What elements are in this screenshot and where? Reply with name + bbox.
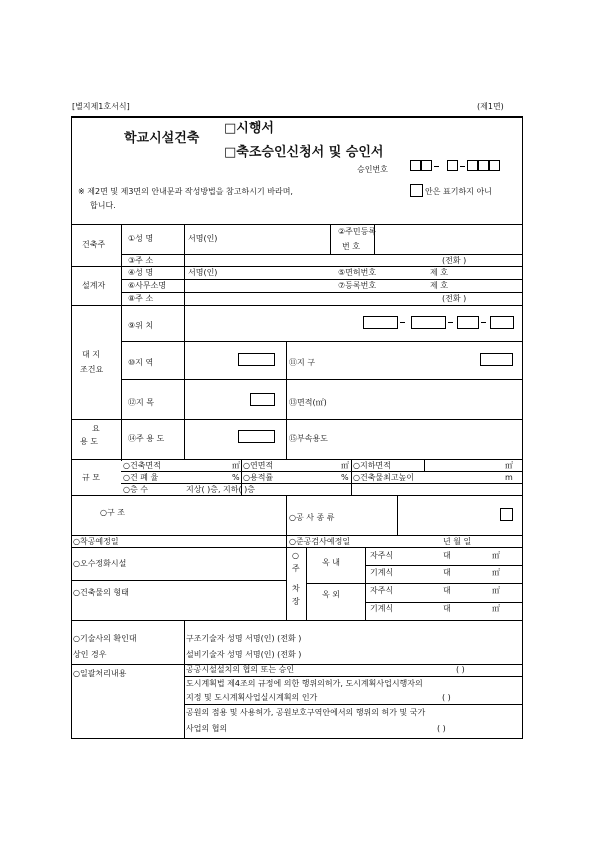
batch-label: ○일괄처리내용 bbox=[73, 669, 127, 678]
parking-label-3: 차 bbox=[292, 584, 300, 593]
engineer-label-2: 상인 경우 bbox=[73, 650, 107, 659]
indoor-self-m2: ㎡ bbox=[492, 551, 500, 560]
title-option-enforcement: □시행서 bbox=[224, 121, 274, 136]
batch-item-2: 도시계획법 제4조의 규정에 의한 행위의허가, 도시계획사업시행자의 bbox=[186, 679, 423, 688]
floors-label: ○층 수 bbox=[123, 485, 148, 494]
land-category-label: ⑫지 목 bbox=[128, 398, 154, 407]
outdoor-self-m2: ㎡ bbox=[492, 586, 500, 595]
work-type-checkbox[interactable] bbox=[500, 508, 513, 521]
form-title: 학교시설건축 bbox=[124, 131, 200, 146]
indoor-self-unit: 대 bbox=[443, 551, 451, 560]
coverage-ratio-label: ○건 폐 율 bbox=[123, 473, 159, 482]
indoor-label: 옥 내 bbox=[322, 558, 340, 567]
approval-box-2[interactable] bbox=[421, 160, 432, 171]
approval-box-5[interactable] bbox=[478, 160, 489, 171]
form-frame bbox=[71, 116, 523, 739]
outdoor-self-label: 자주식 bbox=[370, 586, 394, 595]
subsidiary-use-label: ⑮부속용도 bbox=[289, 434, 328, 443]
designer-signature: 서명(인) bbox=[188, 268, 218, 277]
parking-label-2: 주 bbox=[292, 564, 300, 573]
registration-number-value: 제 호 bbox=[430, 281, 448, 290]
total-floor-area-label: ○연면적 bbox=[243, 461, 274, 470]
registration-number-label: ⑦등록번호 bbox=[338, 281, 377, 290]
batch-item-5-check: ( ) bbox=[437, 724, 446, 733]
area-label: ⑬면적(㎡) bbox=[289, 398, 327, 407]
approval-box-6[interactable] bbox=[489, 160, 500, 171]
batch-item-3: 지정 및 도시계획사업실시계획의 인가 bbox=[186, 693, 318, 702]
outdoor-mech-label: 기계식 bbox=[370, 604, 394, 613]
sewage-label: ○오수정화시설 bbox=[73, 559, 127, 568]
designer-name-label: ④성 명 bbox=[128, 268, 154, 277]
district-label: ⑪지 구 bbox=[289, 358, 315, 367]
use-label-2: 용 도 bbox=[80, 437, 98, 446]
approval-number-label: 승인번호 bbox=[357, 165, 388, 174]
parking-label-1: ○ bbox=[292, 551, 299, 560]
scale-label: 규 모 bbox=[82, 473, 100, 482]
outdoor-label: 옥 외 bbox=[322, 590, 340, 599]
floors-value: 지상( )층, 지하( )층 bbox=[186, 485, 256, 494]
unit-pct-2: % bbox=[341, 473, 349, 482]
license-number-value: 제 호 bbox=[430, 268, 448, 277]
owner-address-label: ③주 소 bbox=[128, 256, 154, 265]
unit-m2-1: ㎡ bbox=[232, 461, 240, 470]
batch-item-5: 사업의 협의 bbox=[186, 724, 228, 733]
engineer-label-1: ○기술사의 확인대 bbox=[73, 634, 137, 643]
structure-label: ○구 조 bbox=[100, 508, 125, 517]
indoor-self-label: 자주식 bbox=[370, 551, 394, 560]
page-number: (제1면) bbox=[477, 102, 504, 111]
floor-area-ratio-label: ○용적률 bbox=[243, 473, 274, 482]
indoor-mech-label: 기계식 bbox=[370, 568, 394, 577]
owner-id-label-1: ②주민등록 bbox=[338, 227, 377, 236]
use-label-1: 요 bbox=[92, 424, 100, 433]
indoor-mech-m2: ㎡ bbox=[492, 568, 500, 577]
work-type-label: ○공 사 종 류 bbox=[289, 513, 335, 522]
zone-label: ⑩지 역 bbox=[128, 358, 154, 367]
max-height-label: ○건축물최고높이 bbox=[353, 473, 415, 482]
indoor-mech-unit: 대 bbox=[443, 568, 451, 577]
location-label: ⑨위 치 bbox=[128, 321, 154, 330]
basement-area-label: ○지하면적 bbox=[353, 461, 391, 470]
notice-line-2: 합니다. bbox=[90, 201, 116, 210]
parking-label-4: 장 bbox=[292, 597, 300, 606]
building-area-label: ○건축면적 bbox=[123, 461, 161, 470]
batch-item-1: 공공시설설치의 협의 또는 승인 bbox=[186, 665, 295, 674]
batch-item-4: 공원의 점용 및 사용허가, 공원보호구역안에서의 행위의 허가 및 국가 bbox=[186, 708, 426, 717]
site-label-1: 대 지 bbox=[82, 350, 100, 359]
structural-engineer: 구조기술자 성명 서명(인) (전화 ) bbox=[186, 634, 302, 643]
finish-date-label: ○준공검사예정일 bbox=[289, 537, 351, 546]
designer-phone: (전화 ) bbox=[442, 294, 467, 303]
outdoor-self-unit: 대 bbox=[443, 586, 451, 595]
notice-checkbox bbox=[410, 184, 423, 197]
office-name-label: ⑥사무소명 bbox=[128, 281, 167, 290]
batch-item-3-check: ( ) bbox=[442, 693, 451, 702]
start-date-label: ○착공예정일 bbox=[73, 537, 119, 546]
building-shape-label: ○건축물의 형태 bbox=[73, 588, 129, 597]
unit-pct-1: % bbox=[232, 473, 240, 482]
unit-m2-3: ㎡ bbox=[505, 461, 513, 470]
approval-box-1[interactable] bbox=[410, 160, 421, 171]
owner-label: 건축주 bbox=[82, 240, 106, 249]
outdoor-mech-m2: ㎡ bbox=[492, 604, 500, 613]
mechanical-engineer: 설비기술자 성명 서명(인) (전화 ) bbox=[186, 650, 302, 659]
designer-label: 설계자 bbox=[82, 281, 106, 290]
title-option-approval: □축조승인신청서 및 승인서 bbox=[224, 145, 384, 160]
unit-m: m bbox=[505, 473, 513, 482]
owner-phone: (전화 ) bbox=[442, 256, 467, 265]
approval-box-3[interactable] bbox=[447, 160, 458, 171]
outdoor-mech-unit: 대 bbox=[443, 604, 451, 613]
owner-signature: 서명(인) bbox=[188, 234, 218, 243]
owner-id-label-2: 번 호 bbox=[342, 242, 360, 251]
designer-address-label: ⑧주 소 bbox=[128, 294, 154, 303]
form-number: [별지제1호서식] bbox=[72, 102, 130, 111]
unit-m2-2: ㎡ bbox=[341, 461, 349, 470]
notice-line-1b: 안은 표기하지 아니 bbox=[425, 187, 492, 196]
owner-name-label: ①성 명 bbox=[128, 234, 154, 243]
finish-date-format: 년 월 일 bbox=[443, 537, 472, 546]
site-label-2: 조건요 bbox=[80, 365, 104, 374]
approval-box-4[interactable] bbox=[467, 160, 478, 171]
batch-item-1-check: ( ) bbox=[456, 665, 465, 674]
main-use-label: ⑭주 용 도 bbox=[128, 434, 165, 443]
notice-line-1: ※ 제2면 및 제3면의 안내문과 작성방법을 참고하시기 바라며, bbox=[78, 187, 293, 196]
license-number-label: ⑤면허번호 bbox=[338, 268, 377, 277]
